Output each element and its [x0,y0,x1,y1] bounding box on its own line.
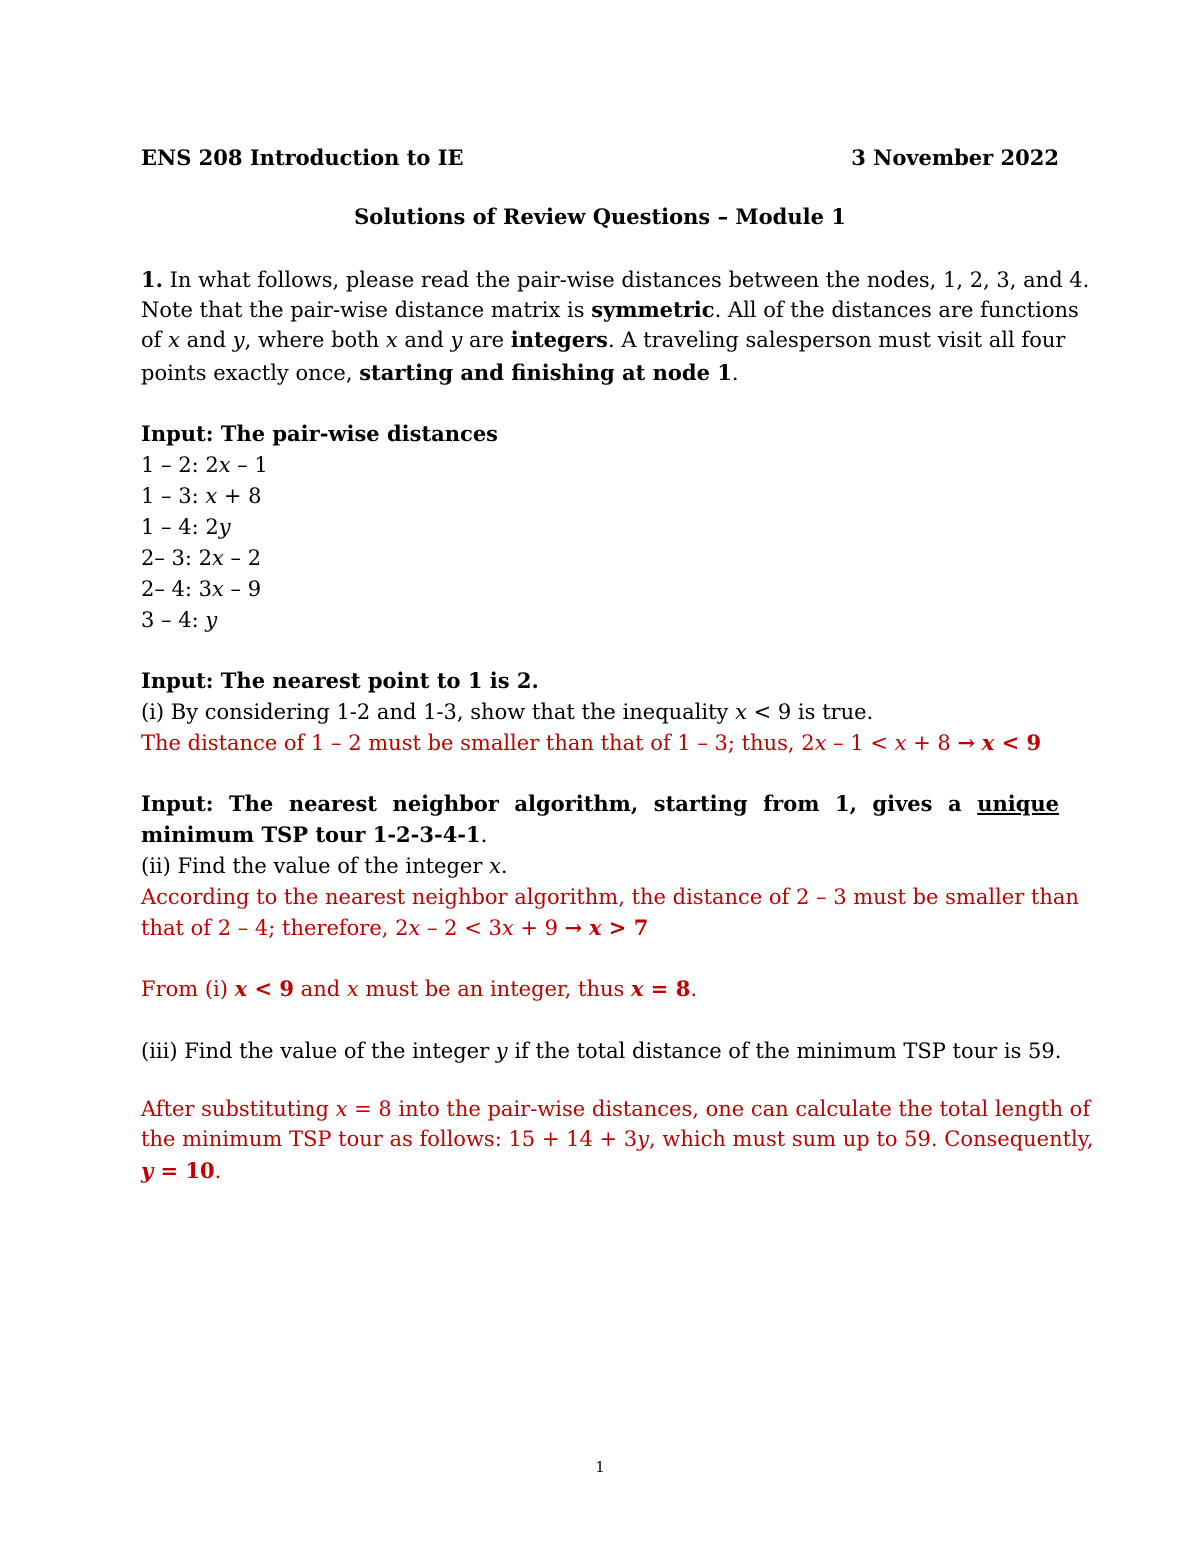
intro-line-4: points exactly once, starting and finishing at node 1. [141,360,739,385]
part-2-question: (ii) Find the value of the integer x. [141,854,508,878]
part-3-answer: After substituting x = 8 into the pair-wise distances, one can calculate the total length of the minimum TSP tour as follows: 15 + 14 + 3y, which must sum up to 59. Consequently, [141,1097,1094,1151]
part-2-heading: Input: The nearest neighbor algorithm, starting from 1, gives a unique [141,791,1060,816]
part-2-answer: According to the nearest neighbor algorithm, the distance of 2 – 3 must be smaller than [141,885,1079,909]
distances-heading: Input: The pair-wise distances [141,421,498,446]
part-1-answer: The distance of 1 – 2 must be smaller than that of 1 – 3; thus, 2x – 1 < x + 8 → x < 9 [141,730,1042,755]
intro-line-1: 1. In what follows, please read the pair-wise distances between the nodes, 1, 2, 3, and 4. [141,267,1090,292]
distance-item: 1 – 4: 2y [141,515,231,539]
intro-line-2: Note that the pair-wise distance matrix is symmetric. All of the distances are functions [141,297,1079,322]
arrow-icon: → [564,915,583,940]
distance-item: 1 – 2: 2x – 1 [141,453,268,477]
emphasis-integers: integers [510,327,608,352]
part-3-answer-line-3: y = 10. [141,1158,222,1183]
document-title: Solutions of Review Questions – Module 1 [354,204,846,229]
part-1-question: (i) By considering 1-2 and 1-3, show that the inequality x < 9 is true. [141,700,874,724]
part-2-heading-line-2: minimum TSP tour 1-2-3-4-1. [141,822,488,847]
emphasis-symmetric: symmetric [591,297,715,322]
part-3-question: (iii) Find the value of the integer y if the total distance of the minimum TSP tour is 59. [141,1039,1062,1063]
page-number: 1 [595,1458,605,1476]
arrow-icon: → [957,730,976,755]
distance-item: 1 – 3: x + 8 [141,484,262,508]
distance-item: 2– 3: 2x – 2 [141,546,262,570]
question-1-intro [141,265,1090,355]
document-date: 3 November 2022 [851,145,1059,170]
distance-item: 3 – 4: y [141,608,218,632]
course-title: ENS 208 Introduction to IE [141,145,464,170]
emphasis-unique: unique [977,791,1060,816]
part-1-heading: Input: The nearest point to 1 is 2. [141,668,539,693]
intro-line-3: of x and y, where both x and y are integers. A traveling salesperson must visit all four [141,327,1066,352]
part-2-answer-line-2: that of 2 – 4; therefore, 2x – 2 < 3x + 9 → x > 7 [141,915,649,940]
distance-item: 2– 4: 3x – 9 [141,577,262,601]
question-number: 1. [141,267,163,292]
emphasis-start-finish: starting and finishing at node 1 [359,360,732,385]
part-2-conclusion: From (i) x < 9 and x must be an integer, thus x = 8. [141,976,698,1001]
